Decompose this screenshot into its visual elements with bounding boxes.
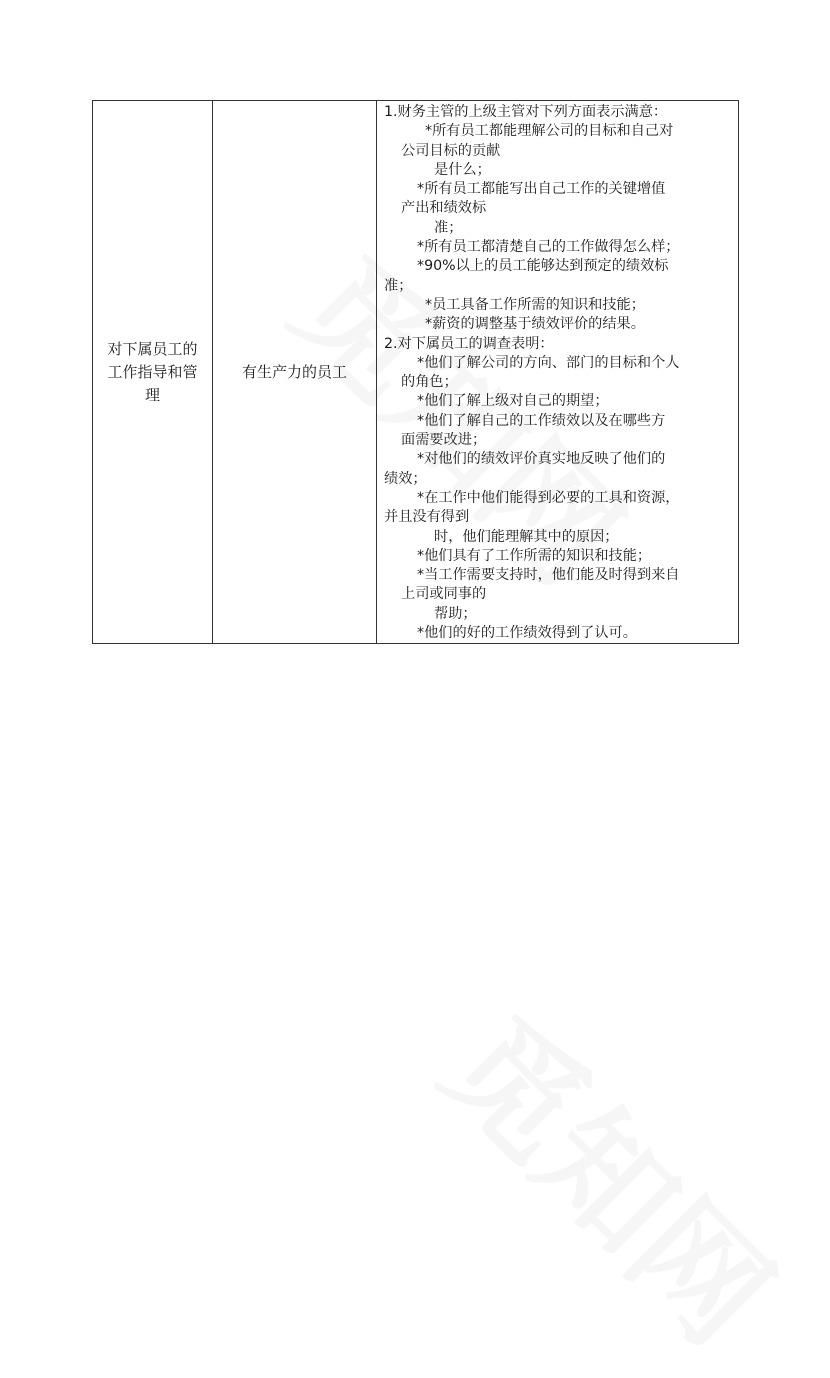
criteria-line: *所有员工都清楚自己的工作做得怎么样； <box>417 239 680 256</box>
criteria-line: *他们了解自己的工作绩效以及在哪些方 <box>417 412 666 429</box>
criteria-line: *所有员工都能理解公司的目标和自己对 <box>425 123 674 140</box>
criteria-line: 准； <box>384 277 413 294</box>
criteria-line: *当工作需要支持时，他们能及时得到来自 <box>417 567 680 584</box>
criteria-line: 绩效； <box>384 470 427 487</box>
criteria-line: 并且没有得到 <box>384 509 470 526</box>
criteria-cell <box>377 101 739 644</box>
criteria-line: *他们了解公司的方向、部门的目标和个人 <box>417 354 680 371</box>
evaluation-table <box>92 100 739 644</box>
criteria-line: *员工具备工作所需的知识和技能； <box>425 296 645 313</box>
criteria-line: 1.财务主管的上级主管对下列方面表示满意： <box>384 104 668 120</box>
criteria-line: 帮助； <box>434 605 477 622</box>
criteria-line: 上司或同事的 <box>401 586 487 603</box>
criteria-line: 准； <box>434 219 463 236</box>
category-text: 对下属员工的工作指导和管理 <box>107 339 198 404</box>
criteria-line: *对他们的绩效评价真实地反映了他们的 <box>417 451 666 468</box>
criteria-line: *在工作中他们能得到必要的工具和资源， <box>417 489 680 506</box>
target-cell <box>213 101 377 644</box>
criteria-line: 是什么； <box>434 161 491 178</box>
criteria-line: *所有员工都能写出自己工作的关键增值 <box>417 181 666 198</box>
criteria-line: 2.对下属员工的调查表明： <box>384 335 554 352</box>
criteria-line: 时，他们能理解其中的原因； <box>434 528 619 545</box>
criteria-line: *90%以上的员工能够达到预定的绩效标 <box>417 258 669 275</box>
criteria-line: 的角色； <box>401 374 458 391</box>
table-row <box>93 101 739 644</box>
criteria-line: *他们的好的工作绩效得到了认可。 <box>417 625 637 642</box>
criteria-line: 面需要改进； <box>401 432 487 449</box>
criteria-line: *他们了解上级对自己的期望； <box>417 393 609 410</box>
criteria-line: 公司目标的贡献 <box>401 142 501 159</box>
target-text: 有生产力的员工 <box>241 362 347 381</box>
criteria-line: *他们具有了工作所需的知识和技能； <box>417 547 652 564</box>
criteria-line: *薪资的调整基于绩效评价的结果。 <box>425 316 645 333</box>
criteria-line: 产出和绩效标 <box>401 200 487 217</box>
criteria-list <box>377 101 738 643</box>
category-cell <box>93 101 213 644</box>
